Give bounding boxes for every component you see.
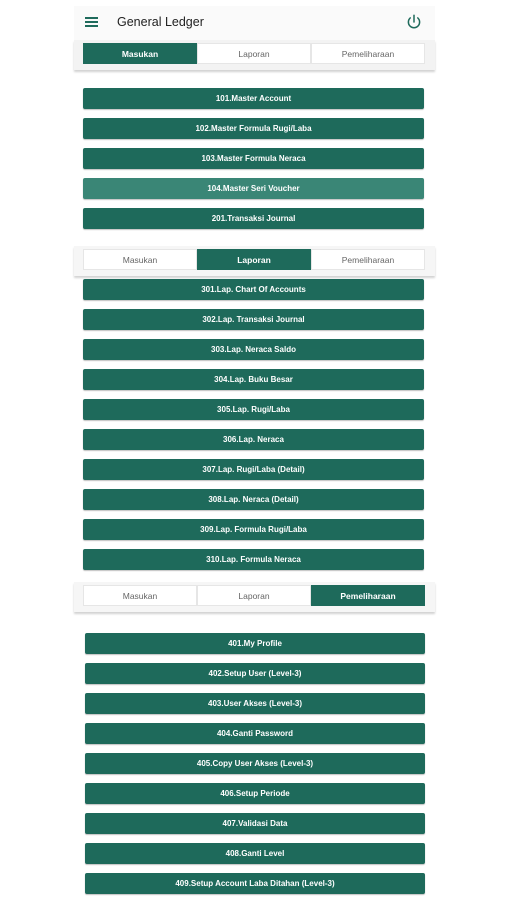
menu-button-301[interactable]: 301.Lap. Chart Of Accounts — [83, 279, 424, 300]
menu-button-306[interactable]: 306.Lap. Neraca — [83, 429, 424, 450]
menu-button-409[interactable]: 409.Setup Account Laba Ditahan (Level-3) — [85, 873, 425, 894]
menu-button-308[interactable]: 308.Lap. Neraca (Detail) — [83, 489, 424, 510]
menu-button-403[interactable]: 403.User Akses (Level-3) — [85, 693, 425, 714]
menu-button-404[interactable]: 404.Ganti Password — [85, 723, 425, 744]
menu-button-408[interactable]: 408.Ganti Level — [85, 843, 425, 864]
menu-button-401[interactable]: 401.My Profile — [85, 633, 425, 654]
menu-button-304[interactable]: 304.Lap. Buku Besar — [83, 369, 424, 390]
menu-button-402[interactable]: 402.Setup User (Level-3) — [85, 663, 425, 684]
menu-button-104[interactable]: 104.Master Seri Voucher — [83, 178, 424, 199]
menu-button-101[interactable]: 101.Master Account — [83, 88, 424, 109]
menu-button-309[interactable]: 309.Lap. Formula Rugi/Laba — [83, 519, 424, 540]
menu-button-102[interactable]: 102.Master Formula Rugi/Laba — [83, 118, 424, 139]
tab-masukan[interactable]: Masukan — [83, 249, 197, 270]
app-title: General Ledger — [117, 15, 204, 29]
menu-button-307[interactable]: 307.Lap. Rugi/Laba (Detail) — [83, 459, 424, 480]
tab-masukan[interactable]: Masukan — [83, 43, 197, 64]
menu-icon[interactable] — [85, 17, 98, 27]
tab-pemeliharaan[interactable]: Pemeliharaan — [311, 43, 425, 64]
menu-button-305[interactable]: 305.Lap. Rugi/Laba — [83, 399, 424, 420]
tab-pemeliharaan[interactable]: Pemeliharaan — [311, 249, 425, 270]
tab-bar-pemeliharaan-section — [74, 582, 435, 612]
tab-laporan[interactable]: Laporan — [197, 585, 311, 606]
menu-button-302[interactable]: 302.Lap. Transaksi Journal — [83, 309, 424, 330]
tab-laporan[interactable]: Laporan — [197, 43, 311, 64]
menu-button-405[interactable]: 405.Copy User Akses (Level-3) — [85, 753, 425, 774]
tab-masukan[interactable]: Masukan — [83, 585, 197, 606]
menu-button-310[interactable]: 310.Lap. Formula Neraca — [83, 549, 424, 570]
tab-laporan[interactable]: Laporan — [197, 249, 311, 270]
menu-button-407[interactable]: 407.Validasi Data — [85, 813, 425, 834]
tab-bar-laporan-section — [74, 246, 435, 276]
menu-button-303[interactable]: 303.Lap. Neraca Saldo — [83, 339, 424, 360]
menu-button-103[interactable]: 103.Master Formula Neraca — [83, 148, 424, 169]
power-icon[interactable] — [405, 13, 423, 31]
tab-pemeliharaan[interactable]: Pemeliharaan — [311, 585, 425, 606]
menu-button-201[interactable]: 201.Transaksi Journal — [83, 208, 424, 229]
app-bar — [74, 6, 435, 40]
menu-button-406[interactable]: 406.Setup Periode — [85, 783, 425, 804]
tab-bar-masukan-section — [74, 40, 435, 70]
